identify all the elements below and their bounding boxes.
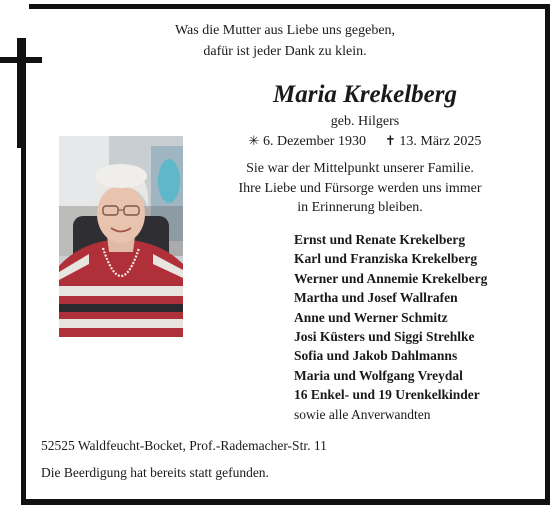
portrait-photo bbox=[59, 136, 183, 337]
mourner-line: Sofia und Jakob Dahlmanns bbox=[294, 348, 458, 364]
mourners-closing: sowie alle Anverwandten bbox=[294, 406, 431, 422]
tribute-line-2: Ihre Liebe und Fürsorge werden uns immer bbox=[238, 180, 482, 196]
mourner-line: Maria und Wolfgang Vreydal bbox=[294, 367, 463, 383]
cross-icon-horizontal bbox=[0, 57, 42, 63]
tribute-text bbox=[210, 159, 510, 218]
mourner-line: Werner und Annemie Krekelberg bbox=[294, 270, 488, 286]
frame-gap bbox=[21, 0, 29, 38]
mourners-list bbox=[294, 230, 534, 424]
mourner-line: Martha und Josef Wallrafen bbox=[294, 290, 458, 306]
tribute-line-3: in Erinnerung bleiben. bbox=[297, 200, 423, 215]
family-address: 52525 Waldfeucht-Bocket, Prof.-Rademacher-Str. 11 bbox=[41, 438, 327, 453]
motto bbox=[150, 20, 420, 62]
motto-line-2: dafür ist jeder Dank zu klein. bbox=[203, 44, 367, 59]
funeral-notice: Die Beerdigung hat bereits statt gefunden. bbox=[41, 465, 269, 480]
birth-date: 6. Dezember 1930 bbox=[262, 134, 366, 149]
death-date: 13. März 2025 bbox=[399, 134, 482, 149]
mourner-line: Karl und Franziska Krekelberg bbox=[294, 251, 478, 267]
deceased-name: Maria Krekelberg bbox=[272, 81, 458, 108]
cross-icon-vertical bbox=[17, 38, 23, 148]
mourner-line: 16 Enkel- und 19 Urenkelkinder bbox=[294, 387, 480, 403]
tribute-line-1: Sie war der Mittelpunkt unserer Familie. bbox=[246, 161, 474, 176]
mourner-line: Josi Küsters und Siggi Strehlke bbox=[294, 329, 475, 345]
life-dates bbox=[230, 133, 500, 151]
maiden-name: geb. Hilgers bbox=[330, 114, 400, 129]
mourner-line: Anne und Werner Schmitz bbox=[294, 309, 448, 325]
motto-line-1: Was die Mutter aus Liebe uns gegeben, bbox=[174, 23, 396, 38]
mourner-line: Ernst und Renate Krekelberg bbox=[294, 232, 466, 247]
death-cross-icon: ✝ bbox=[384, 134, 396, 149]
birth-star-icon: ✳ bbox=[248, 134, 260, 149]
